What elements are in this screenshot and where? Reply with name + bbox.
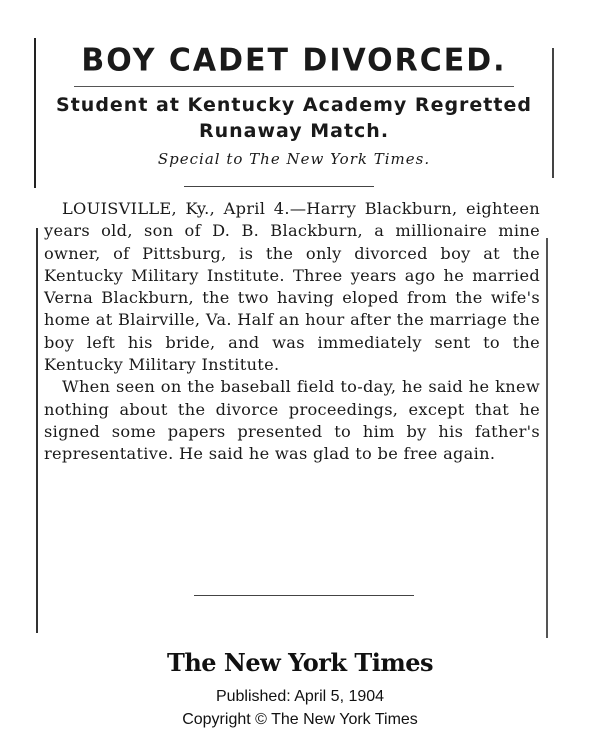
nyt-logo: The New York Times (167, 648, 433, 677)
headline-divider (74, 86, 514, 87)
column-rule-left-lower (36, 228, 38, 633)
subheadline: Student at Kentucky Academy Regretted Runaway Match. (56, 94, 532, 142)
article-paragraph-1: LOUISVILLE, Ky., April 4.—Harry Blackburn, eighteen years old, son of D. B. Blackburn, a millionaire mine owner, of Pittsburg, is the only divorced boy at the Kentucky Military Institute. Three years ago he married Verna Blackburn, the two having eloped from the wife's home at Blairville, Va. Half an hour after the marriage the boy left his bride, and was immediately sent to the Kentucky Military Institute. (44, 199, 540, 375)
article-paragraph-2: When seen on the baseball field to-day, he said he knew nothing about the divorce proceedings, except that he signed some papers presented to him by his father's representative. He said he was glad to be free again. (44, 377, 540, 464)
subhead-divider (184, 186, 374, 187)
copyright-notice: Copyright © The New York Times (182, 711, 418, 728)
column-rule-right-lower (546, 238, 548, 638)
article-body (44, 198, 540, 466)
footer (0, 648, 600, 731)
article-end-divider (194, 595, 414, 596)
dateline-special: Special to The New York Times. (157, 150, 431, 168)
published-date: Published: April 5, 1904 (215, 688, 385, 705)
newspaper-clipping (34, 38, 554, 600)
headline: BOY CADET DIVORCED. (81, 42, 507, 79)
